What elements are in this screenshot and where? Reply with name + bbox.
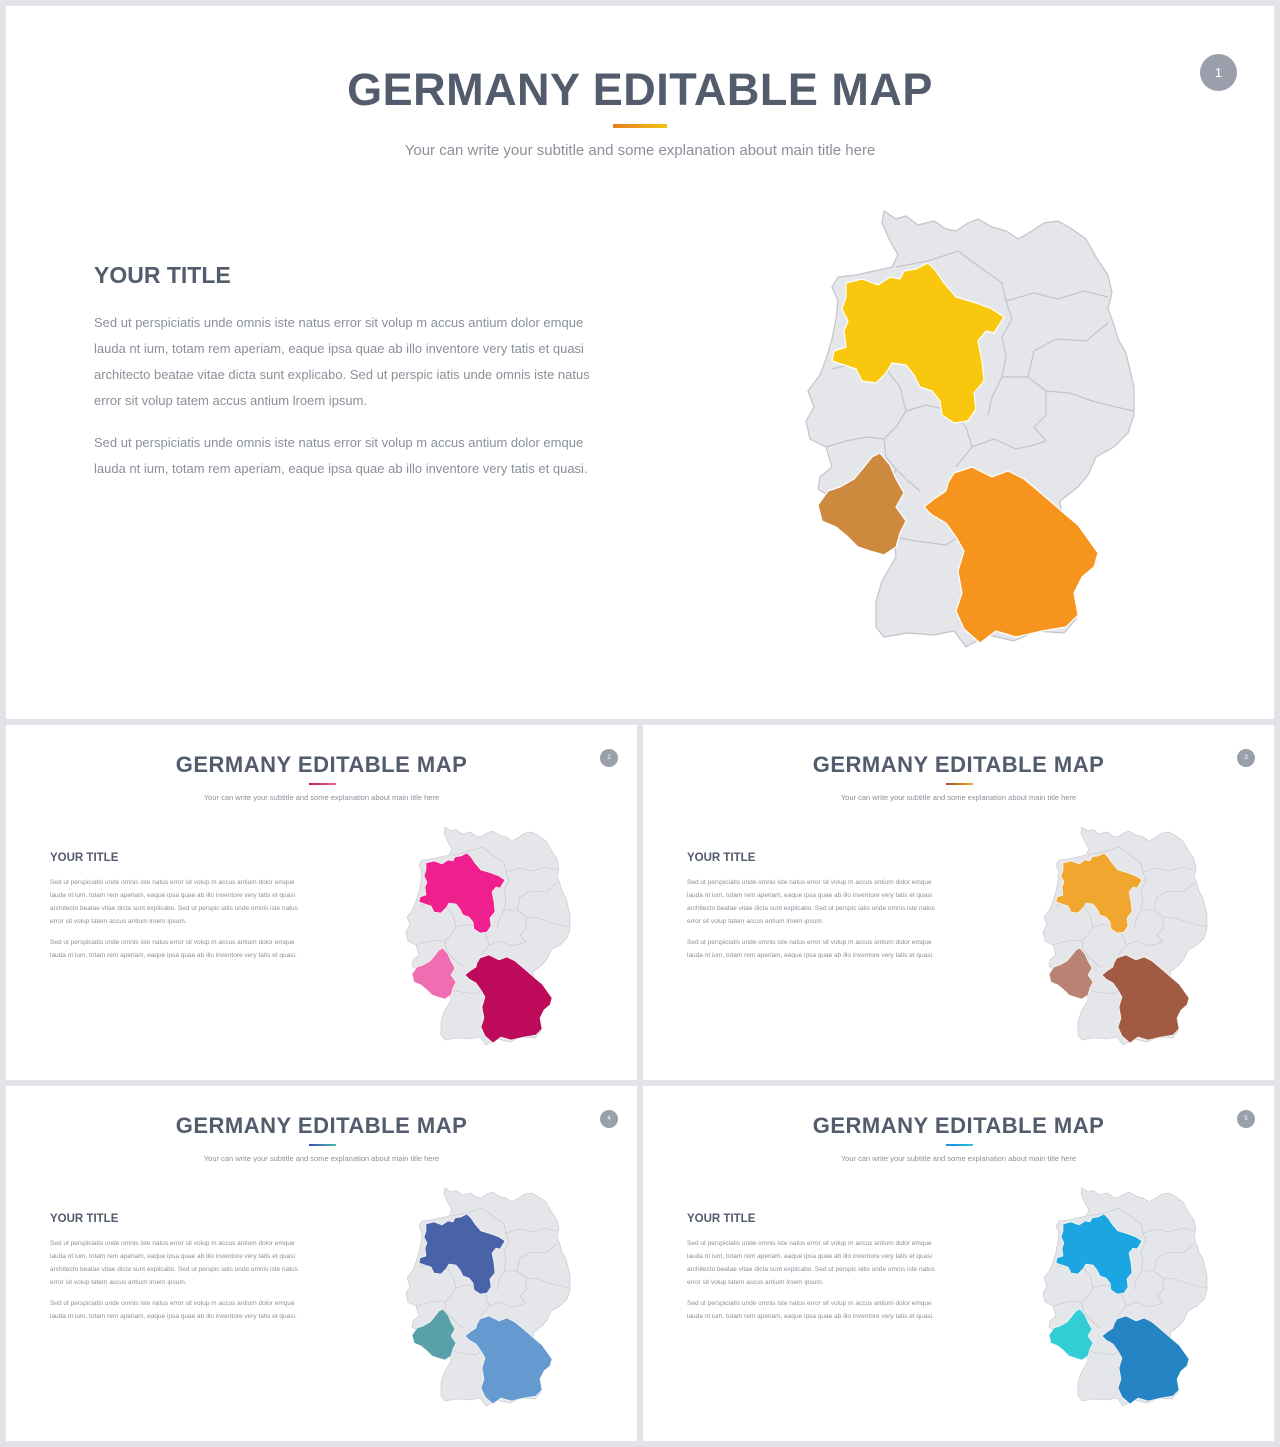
germany-map <box>1038 1183 1208 1408</box>
page-number-badge: 2 <box>600 749 618 767</box>
body-paragraph-2: Sed ut perspiciatis unde omnis iste natus error sit volup m accus antium dolor emque lauda nt ium, totam rem aperiam, eaque ipsa quae ab illo inventore very tatis et quasi. <box>687 1300 934 1320</box>
slide-title: GERMANY EDITABLE MAP <box>175 752 468 777</box>
title-underline <box>946 1144 973 1146</box>
body-paragraph-2: Sed ut perspiciatis unde omnis iste natus error sit volup m accus antium dolor emque lauda nt ium, totam rem aperiam, eaque ipsa quae ab illo inventore very tatis et quasi. <box>50 1300 297 1320</box>
germany-map <box>1038 822 1208 1047</box>
body-paragraph-2: Sed ut perspiciatis unde omnis iste natus error sit volup m accus antium dolor emque lauda nt ium, totam rem aperiam, eaque ipsa quae ab illo inventore very tatis et quasi. <box>687 939 934 959</box>
germany-map <box>401 1183 571 1408</box>
slide-2 <box>6 725 637 1080</box>
title-underline <box>309 783 336 785</box>
slide-subtitle: Your can write your subtitle and some explanation about main title here <box>203 1154 440 1163</box>
body-paragraph-1: Sed ut perspiciatis unde omnis iste natus error sit volup m accus antium dolor emque lauda nt ium, totam rem aperiam, eaque ipsa quae ab illo inventore very tatis et quasi architecto beatae vitae dicta sunt explicabo. Sed ut perspic iatis unde omnis iste natus error sit volup tatem accus antium lroem ipsum. <box>50 1240 298 1286</box>
slide-title: GERMANY EDITABLE MAP <box>347 64 933 115</box>
slide-subtitle: Your can write your subtitle and some explanation about main title here <box>840 793 1077 802</box>
slide-title: GERMANY EDITABLE MAP <box>812 1113 1105 1138</box>
slide-1 <box>6 6 1274 719</box>
body-paragraph-1: Sed ut perspiciatis unde omnis iste natus error sit volup m accus antium dolor emque lauda nt ium, totam rem aperiam, eaque ipsa quae ab illo inventore very tatis et quasi architecto beatae vitae dicta sunt explicabo. Sed ut perspic iatis unde omnis iste natus error sit volup tatem accus antium lroem ipsum. <box>94 315 590 408</box>
title-underline <box>309 1144 336 1146</box>
section-title: YOUR TITLE <box>687 852 756 864</box>
body-paragraph-2: Sed ut perspiciatis unde omnis iste natus error sit volup m accus antium dolor emque lauda nt ium, totam rem aperiam, eaque ipsa quae ab illo inventore very tatis et quasi. <box>50 939 297 959</box>
slide-3 <box>643 725 1274 1080</box>
page-number-badge: 3 <box>1237 749 1255 767</box>
slide-subtitle: Your can write your subtitle and some explanation about main title here <box>203 793 440 802</box>
body-paragraph-1: Sed ut perspiciatis unde omnis iste natus error sit volup m accus antium dolor emque lauda nt ium, totam rem aperiam, eaque ipsa quae ab illo inventore very tatis et quasi architecto beatae vitae dicta sunt explicabo. Sed ut perspic iatis unde omnis iste natus error sit volup tatem accus antium lroem ipsum. <box>50 879 298 925</box>
page-number-badge: 1 <box>1200 54 1237 91</box>
page-number-badge: 4 <box>600 1110 618 1128</box>
section-title: YOUR TITLE <box>687 1213 756 1225</box>
page-number-badge: 5 <box>1237 1110 1255 1128</box>
germany-map <box>401 822 571 1047</box>
slide-5 <box>643 1086 1274 1441</box>
section-title: YOUR TITLE <box>94 262 231 288</box>
section-title: YOUR TITLE <box>50 1213 119 1225</box>
body-paragraph-2: Sed ut perspiciatis unde omnis iste natus error sit volup m accus antium dolor emque lauda nt ium, totam rem aperiam, eaque ipsa quae ab illo inventore very tatis et quasi. <box>94 435 588 476</box>
section-title: YOUR TITLE <box>50 852 119 864</box>
body-paragraph-1: Sed ut perspiciatis unde omnis iste natus error sit volup m accus antium dolor emque lauda nt ium, totam rem aperiam, eaque ipsa quae ab illo inventore very tatis et quasi architecto beatae vitae dicta sunt explicabo. Sed ut perspic iatis unde omnis iste natus error sit volup tatem accus antium lroem ipsum. <box>687 1240 935 1286</box>
germany-map <box>796 201 1136 651</box>
slide-title: GERMANY EDITABLE MAP <box>812 752 1105 777</box>
slide-subtitle: Your can write your subtitle and some explanation about main title here <box>404 142 876 159</box>
slide-subtitle: Your can write your subtitle and some explanation about main title here <box>840 1154 1077 1163</box>
title-underline <box>946 783 973 785</box>
title-underline <box>613 124 667 128</box>
body-paragraph-1: Sed ut perspiciatis unde omnis iste natus error sit volup m accus antium dolor emque lauda nt ium, totam rem aperiam, eaque ipsa quae ab illo inventore very tatis et quasi architecto beatae vitae dicta sunt explicabo. Sed ut perspic iatis unde omnis iste natus error sit volup tatem accus antium lroem ipsum. <box>687 879 935 925</box>
slide-title: GERMANY EDITABLE MAP <box>175 1113 468 1138</box>
slide-4 <box>6 1086 637 1441</box>
